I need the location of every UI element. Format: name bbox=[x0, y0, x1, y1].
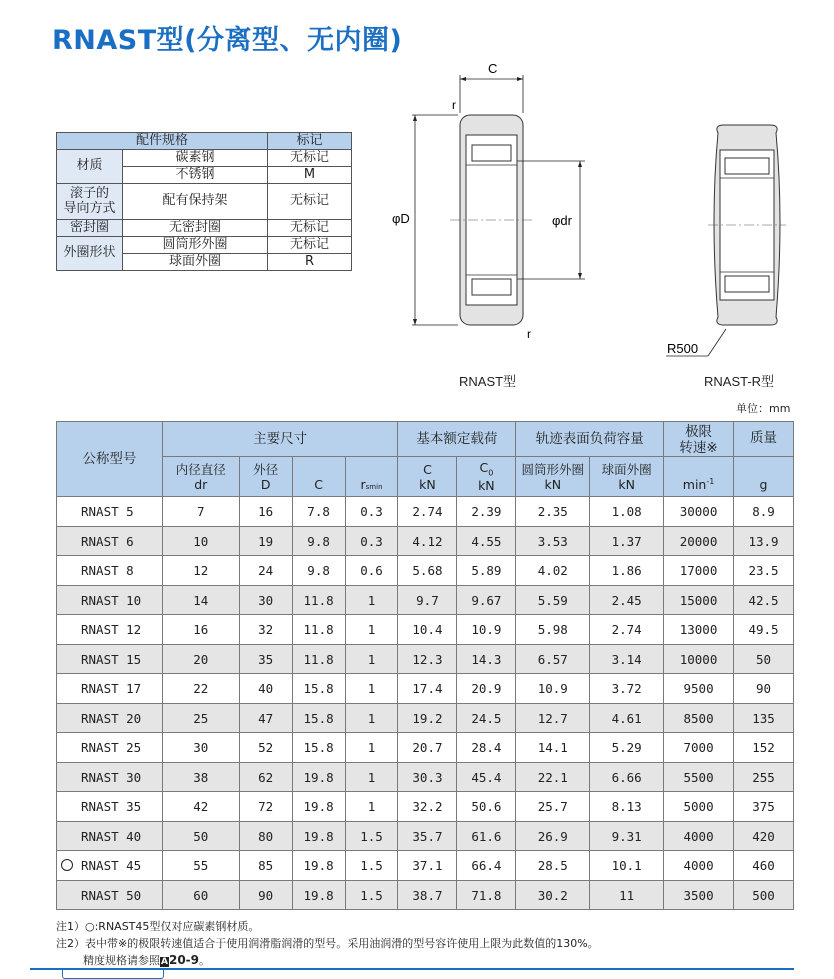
header-mass-unit: g bbox=[734, 457, 794, 497]
header-cyl: 圆筒形外圈 kN bbox=[516, 457, 590, 497]
cell-d: 40 bbox=[239, 674, 292, 704]
header-rs-main: r bbox=[360, 477, 366, 493]
model-text: RNAST 20 bbox=[81, 710, 142, 726]
dim-r-bottom-label: r bbox=[527, 327, 531, 341]
cell-cyl: 26.9 bbox=[516, 821, 590, 851]
cell-c0: 45.4 bbox=[457, 762, 516, 792]
cell-sph: 10.1 bbox=[590, 851, 664, 881]
spec-mark: 无标记 bbox=[268, 237, 352, 254]
cell-cd: 12.3 bbox=[398, 644, 457, 674]
cell-model bbox=[57, 821, 163, 851]
cell-c0: 61.6 bbox=[457, 821, 516, 851]
cell-c0: 9.67 bbox=[457, 585, 516, 615]
cell-c: 19.8 bbox=[292, 880, 345, 910]
table-row bbox=[57, 615, 794, 645]
cell-c0: 20.9 bbox=[457, 674, 516, 704]
cell-speed: 17000 bbox=[664, 556, 734, 586]
caption-rnast: RNAST型 bbox=[459, 374, 517, 389]
cell-model bbox=[57, 526, 163, 556]
cell-sph: 5.29 bbox=[590, 733, 664, 763]
cell-sph: 3.72 bbox=[590, 674, 664, 704]
cell-d: 80 bbox=[239, 821, 292, 851]
cell-mass: 500 bbox=[734, 880, 794, 910]
header-main-dims: 主要尺寸 bbox=[162, 422, 398, 457]
cell-dr: 20 bbox=[162, 644, 239, 674]
cell-cd: 2.74 bbox=[398, 497, 457, 527]
cell-model bbox=[57, 585, 163, 615]
header-d: 外径 D bbox=[239, 457, 292, 497]
cell-rs: 1 bbox=[345, 585, 398, 615]
cell-mass: 420 bbox=[734, 821, 794, 851]
cell-mass: 13.9 bbox=[734, 526, 794, 556]
header-rs-sub: smin bbox=[365, 483, 383, 492]
cell-cyl: 28.5 bbox=[516, 851, 590, 881]
cell-rs: 1 bbox=[345, 644, 398, 674]
cell-speed: 3500 bbox=[664, 880, 734, 910]
model-text: RNAST 10 bbox=[81, 592, 142, 608]
cell-cd: 35.7 bbox=[398, 821, 457, 851]
cell-speed: 5500 bbox=[664, 762, 734, 792]
cell-c: 19.8 bbox=[292, 762, 345, 792]
cell-speed: 20000 bbox=[664, 526, 734, 556]
cell-speed: 9500 bbox=[664, 674, 734, 704]
cell-c0: 28.4 bbox=[457, 733, 516, 763]
model-text: RNAST 45 bbox=[81, 858, 142, 874]
cell-cd: 32.2 bbox=[398, 792, 457, 822]
cell-c0: 71.8 bbox=[457, 880, 516, 910]
cell-speed: 4000 bbox=[664, 851, 734, 881]
cell-c: 9.8 bbox=[292, 526, 345, 556]
cell-mass: 23.5 bbox=[734, 556, 794, 586]
cell-dr: 22 bbox=[162, 674, 239, 704]
cell-model bbox=[57, 880, 163, 910]
header-rs bbox=[345, 457, 398, 497]
cell-dr: 42 bbox=[162, 792, 239, 822]
cell-sph: 6.66 bbox=[590, 762, 664, 792]
cell-d: 35 bbox=[239, 644, 292, 674]
cell-sph: 4.61 bbox=[590, 703, 664, 733]
cell-sph: 11 bbox=[590, 880, 664, 910]
cell-rs: 1 bbox=[345, 674, 398, 704]
header-track-load: 轨迹表面负荷容量 bbox=[516, 422, 664, 457]
cell-rs: 1 bbox=[345, 615, 398, 645]
spec-mark: 无标记 bbox=[268, 184, 352, 220]
cell-sph: 8.13 bbox=[590, 792, 664, 822]
note-3 bbox=[56, 952, 599, 969]
cell-c0: 66.4 bbox=[457, 851, 516, 881]
cell-c: 9.8 bbox=[292, 556, 345, 586]
circle-mark-icon bbox=[61, 859, 73, 871]
cell-dr: 55 bbox=[162, 851, 239, 881]
unit-label: 单位：mm bbox=[736, 402, 791, 415]
model-text: RNAST 15 bbox=[81, 651, 142, 667]
cell-c: 15.8 bbox=[292, 733, 345, 763]
cell-mass: 255 bbox=[734, 762, 794, 792]
cell-speed: 15000 bbox=[664, 585, 734, 615]
cell-rs: 0.6 bbox=[345, 556, 398, 586]
cell-mass: 8.9 bbox=[734, 497, 794, 527]
table-row bbox=[57, 703, 794, 733]
header-mass: 质量 bbox=[734, 422, 794, 457]
cell-cyl: 12.7 bbox=[516, 703, 590, 733]
cell-cd: 37.1 bbox=[398, 851, 457, 881]
model-text: RNAST 40 bbox=[81, 828, 142, 844]
cell-sph: 2.74 bbox=[590, 615, 664, 645]
cell-dr: 38 bbox=[162, 762, 239, 792]
cell-c: 19.8 bbox=[292, 821, 345, 851]
cell-c0: 2.39 bbox=[457, 497, 516, 527]
model-text: RNAST 50 bbox=[81, 887, 142, 903]
cell-model bbox=[57, 674, 163, 704]
dim-d-inner-label: φdr bbox=[552, 213, 572, 228]
note-3-suffix: 。 bbox=[199, 954, 210, 967]
cell-model bbox=[57, 556, 163, 586]
dim-c-label: C bbox=[488, 61, 498, 76]
spec-item: 圆筒形外圈 bbox=[123, 237, 268, 254]
cell-cd: 19.2 bbox=[398, 703, 457, 733]
cell-model bbox=[57, 733, 163, 763]
cell-cyl: 10.9 bbox=[516, 674, 590, 704]
table-row bbox=[57, 585, 794, 615]
r500-label: R500 bbox=[667, 341, 699, 356]
model-text: RNAST 6 bbox=[81, 533, 134, 549]
header-c0-sub: 0 bbox=[488, 468, 494, 478]
model-text: RNAST 35 bbox=[81, 799, 142, 815]
spec-table bbox=[56, 132, 352, 271]
cell-rs: 1.5 bbox=[345, 821, 398, 851]
cell-cd: 5.68 bbox=[398, 556, 457, 586]
spec-mark: R bbox=[268, 254, 352, 271]
cell-dr: 7 bbox=[162, 497, 239, 527]
cell-sph: 3.14 bbox=[590, 644, 664, 674]
page-title: RNAST型(分离型、无内圈) bbox=[52, 25, 403, 56]
model-text: RNAST 5 bbox=[81, 504, 134, 520]
header-speed: 极限 转速※ bbox=[664, 422, 734, 457]
note-3-ref[interactable]: 20-9 bbox=[168, 953, 199, 967]
speed-unit-main: min bbox=[682, 477, 707, 493]
cell-mass: 42.5 bbox=[734, 585, 794, 615]
cell-sph: 2.45 bbox=[590, 585, 664, 615]
spec-item: 碳素钢 bbox=[123, 150, 268, 167]
model-text: RNAST 25 bbox=[81, 740, 142, 756]
table-row bbox=[57, 792, 794, 822]
cell-mass: 152 bbox=[734, 733, 794, 763]
cell-d: 47 bbox=[239, 703, 292, 733]
spec-label-material: 材质 bbox=[57, 150, 123, 184]
cell-c: 19.8 bbox=[292, 851, 345, 881]
cell-c0: 10.9 bbox=[457, 615, 516, 645]
cell-sph: 1.86 bbox=[590, 556, 664, 586]
cell-mass: 375 bbox=[734, 792, 794, 822]
cell-mass: 90 bbox=[734, 674, 794, 704]
cell-cyl: 22.1 bbox=[516, 762, 590, 792]
cell-speed: 10000 bbox=[664, 644, 734, 674]
cell-speed: 5000 bbox=[664, 792, 734, 822]
cell-model bbox=[57, 497, 163, 527]
table-row bbox=[57, 497, 794, 527]
cell-d: 24 bbox=[239, 556, 292, 586]
footer-tab bbox=[62, 970, 164, 979]
cell-cd: 17.4 bbox=[398, 674, 457, 704]
cell-mass: 460 bbox=[734, 851, 794, 881]
cell-model bbox=[57, 792, 163, 822]
cell-dr: 14 bbox=[162, 585, 239, 615]
spec-mark: M bbox=[268, 167, 352, 184]
cell-speed: 7000 bbox=[664, 733, 734, 763]
cell-c0: 5.89 bbox=[457, 556, 516, 586]
cell-d: 19 bbox=[239, 526, 292, 556]
cell-d: 85 bbox=[239, 851, 292, 881]
cell-c: 15.8 bbox=[292, 703, 345, 733]
cell-c: 15.8 bbox=[292, 674, 345, 704]
cell-cd: 38.7 bbox=[398, 880, 457, 910]
cell-cyl: 2.35 bbox=[516, 497, 590, 527]
dim-r-top-label: r bbox=[452, 98, 456, 112]
cell-rs: 1 bbox=[345, 792, 398, 822]
cell-model bbox=[57, 644, 163, 674]
table-row bbox=[57, 556, 794, 586]
cell-c0: 24.5 bbox=[457, 703, 516, 733]
header-cdyn: C kN bbox=[398, 457, 457, 497]
spec-label-outer: 外圈形状 bbox=[57, 237, 123, 271]
cell-speed: 30000 bbox=[664, 497, 734, 527]
spec-mark: 无标记 bbox=[268, 220, 352, 237]
ref-book-icon: A bbox=[161, 957, 168, 967]
cell-rs: 1 bbox=[345, 703, 398, 733]
spec-mark: 无标记 bbox=[268, 150, 352, 167]
header-c0 bbox=[457, 457, 516, 497]
cell-d: 16 bbox=[239, 497, 292, 527]
cell-c: 11.8 bbox=[292, 585, 345, 615]
cell-cd: 4.12 bbox=[398, 526, 457, 556]
header-c: C bbox=[292, 457, 345, 497]
cell-d: 30 bbox=[239, 585, 292, 615]
header-speed-unit bbox=[664, 457, 734, 497]
cell-cyl: 3.53 bbox=[516, 526, 590, 556]
spec-item: 球面外圈 bbox=[123, 254, 268, 271]
cell-model bbox=[57, 851, 163, 881]
spec-header-left: 配件规格 bbox=[57, 133, 268, 150]
table-row bbox=[57, 851, 794, 881]
note-1: 注1）○:RNAST45型仅对应碳素钢材质。 bbox=[56, 920, 260, 933]
cell-cyl: 25.7 bbox=[516, 792, 590, 822]
header-basic-load: 基本额定载荷 bbox=[398, 422, 516, 457]
cell-dr: 50 bbox=[162, 821, 239, 851]
cell-cd: 30.3 bbox=[398, 762, 457, 792]
spec-item: 不锈钢 bbox=[123, 167, 268, 184]
cell-cyl: 14.1 bbox=[516, 733, 590, 763]
header-c0-main: C bbox=[479, 460, 489, 476]
cell-cd: 10.4 bbox=[398, 615, 457, 645]
cell-cyl: 5.98 bbox=[516, 615, 590, 645]
header-model: 公称型号 bbox=[57, 422, 163, 497]
cell-cyl: 4.02 bbox=[516, 556, 590, 586]
cell-d: 72 bbox=[239, 792, 292, 822]
cell-mass: 135 bbox=[734, 703, 794, 733]
cell-d: 62 bbox=[239, 762, 292, 792]
spec-item: 配有保持架 bbox=[123, 184, 268, 220]
table-row bbox=[57, 821, 794, 851]
table-row bbox=[57, 526, 794, 556]
header-sph: 球面外圈 kN bbox=[590, 457, 664, 497]
cell-c: 11.8 bbox=[292, 615, 345, 645]
cell-cd: 9.7 bbox=[398, 585, 457, 615]
cell-rs: 0.3 bbox=[345, 526, 398, 556]
cell-dr: 10 bbox=[162, 526, 239, 556]
table-row bbox=[57, 880, 794, 910]
cell-rs: 1.5 bbox=[345, 851, 398, 881]
cell-dr: 25 bbox=[162, 703, 239, 733]
cell-dr: 12 bbox=[162, 556, 239, 586]
cell-speed: 8500 bbox=[664, 703, 734, 733]
spec-label-seal: 密封圈 bbox=[57, 220, 123, 237]
spec-label-guide: 滚子的 导向方式 bbox=[57, 184, 123, 220]
cell-c0: 4.55 bbox=[457, 526, 516, 556]
table-row bbox=[57, 644, 794, 674]
cell-d: 32 bbox=[239, 615, 292, 645]
dim-d-outer-label: φD bbox=[392, 211, 410, 226]
cell-c: 11.8 bbox=[292, 644, 345, 674]
table-row bbox=[57, 762, 794, 792]
cell-d: 52 bbox=[239, 733, 292, 763]
model-text: RNAST 30 bbox=[81, 769, 142, 785]
cell-dr: 30 bbox=[162, 733, 239, 763]
cell-sph: 9.31 bbox=[590, 821, 664, 851]
model-text: RNAST 8 bbox=[81, 563, 134, 579]
cell-c: 7.8 bbox=[292, 497, 345, 527]
cell-sph: 1.08 bbox=[590, 497, 664, 527]
caption-rnast-r: RNAST-R型 bbox=[704, 374, 775, 389]
cell-rs: 1 bbox=[345, 733, 398, 763]
note-3-prefix: 精度规格请参照 bbox=[83, 954, 160, 967]
spec-item: 无密封圈 bbox=[123, 220, 268, 237]
cell-model bbox=[57, 762, 163, 792]
cell-mass: 49.5 bbox=[734, 615, 794, 645]
model-text: RNAST 12 bbox=[81, 622, 142, 638]
cell-c: 19.8 bbox=[292, 792, 345, 822]
cell-model bbox=[57, 703, 163, 733]
bearing-diagram bbox=[380, 55, 800, 375]
note-2: 注2）表中带※的极限转速值适合于使用润滑脂润滑的型号。采用油润滑的型号容许使用上限为此数值的130%。 bbox=[56, 937, 599, 950]
cell-rs: 0.3 bbox=[345, 497, 398, 527]
cell-speed: 13000 bbox=[664, 615, 734, 645]
spec-header-right: 标记 bbox=[268, 133, 352, 150]
cell-cyl: 30.2 bbox=[516, 880, 590, 910]
table-row bbox=[57, 733, 794, 763]
cell-cyl: 6.57 bbox=[516, 644, 590, 674]
cell-c0: 14.3 bbox=[457, 644, 516, 674]
speed-unit-sup: -1 bbox=[706, 477, 715, 487]
cell-cd: 20.7 bbox=[398, 733, 457, 763]
cell-rs: 1 bbox=[345, 762, 398, 792]
model-text: RNAST 17 bbox=[81, 681, 142, 697]
cell-model bbox=[57, 615, 163, 645]
cell-dr: 60 bbox=[162, 880, 239, 910]
spec-data-table bbox=[56, 421, 794, 910]
table-row bbox=[57, 674, 794, 704]
cell-mass: 50 bbox=[734, 644, 794, 674]
cell-speed: 4000 bbox=[664, 821, 734, 851]
cell-cyl: 5.59 bbox=[516, 585, 590, 615]
cell-sph: 1.37 bbox=[590, 526, 664, 556]
header-c0-unit: kN bbox=[478, 478, 495, 494]
cell-c0: 50.6 bbox=[457, 792, 516, 822]
cell-d: 90 bbox=[239, 880, 292, 910]
notes bbox=[56, 918, 599, 969]
cell-rs: 1.5 bbox=[345, 880, 398, 910]
cell-dr: 16 bbox=[162, 615, 239, 645]
header-dr: 内径直径 dr bbox=[162, 457, 239, 497]
